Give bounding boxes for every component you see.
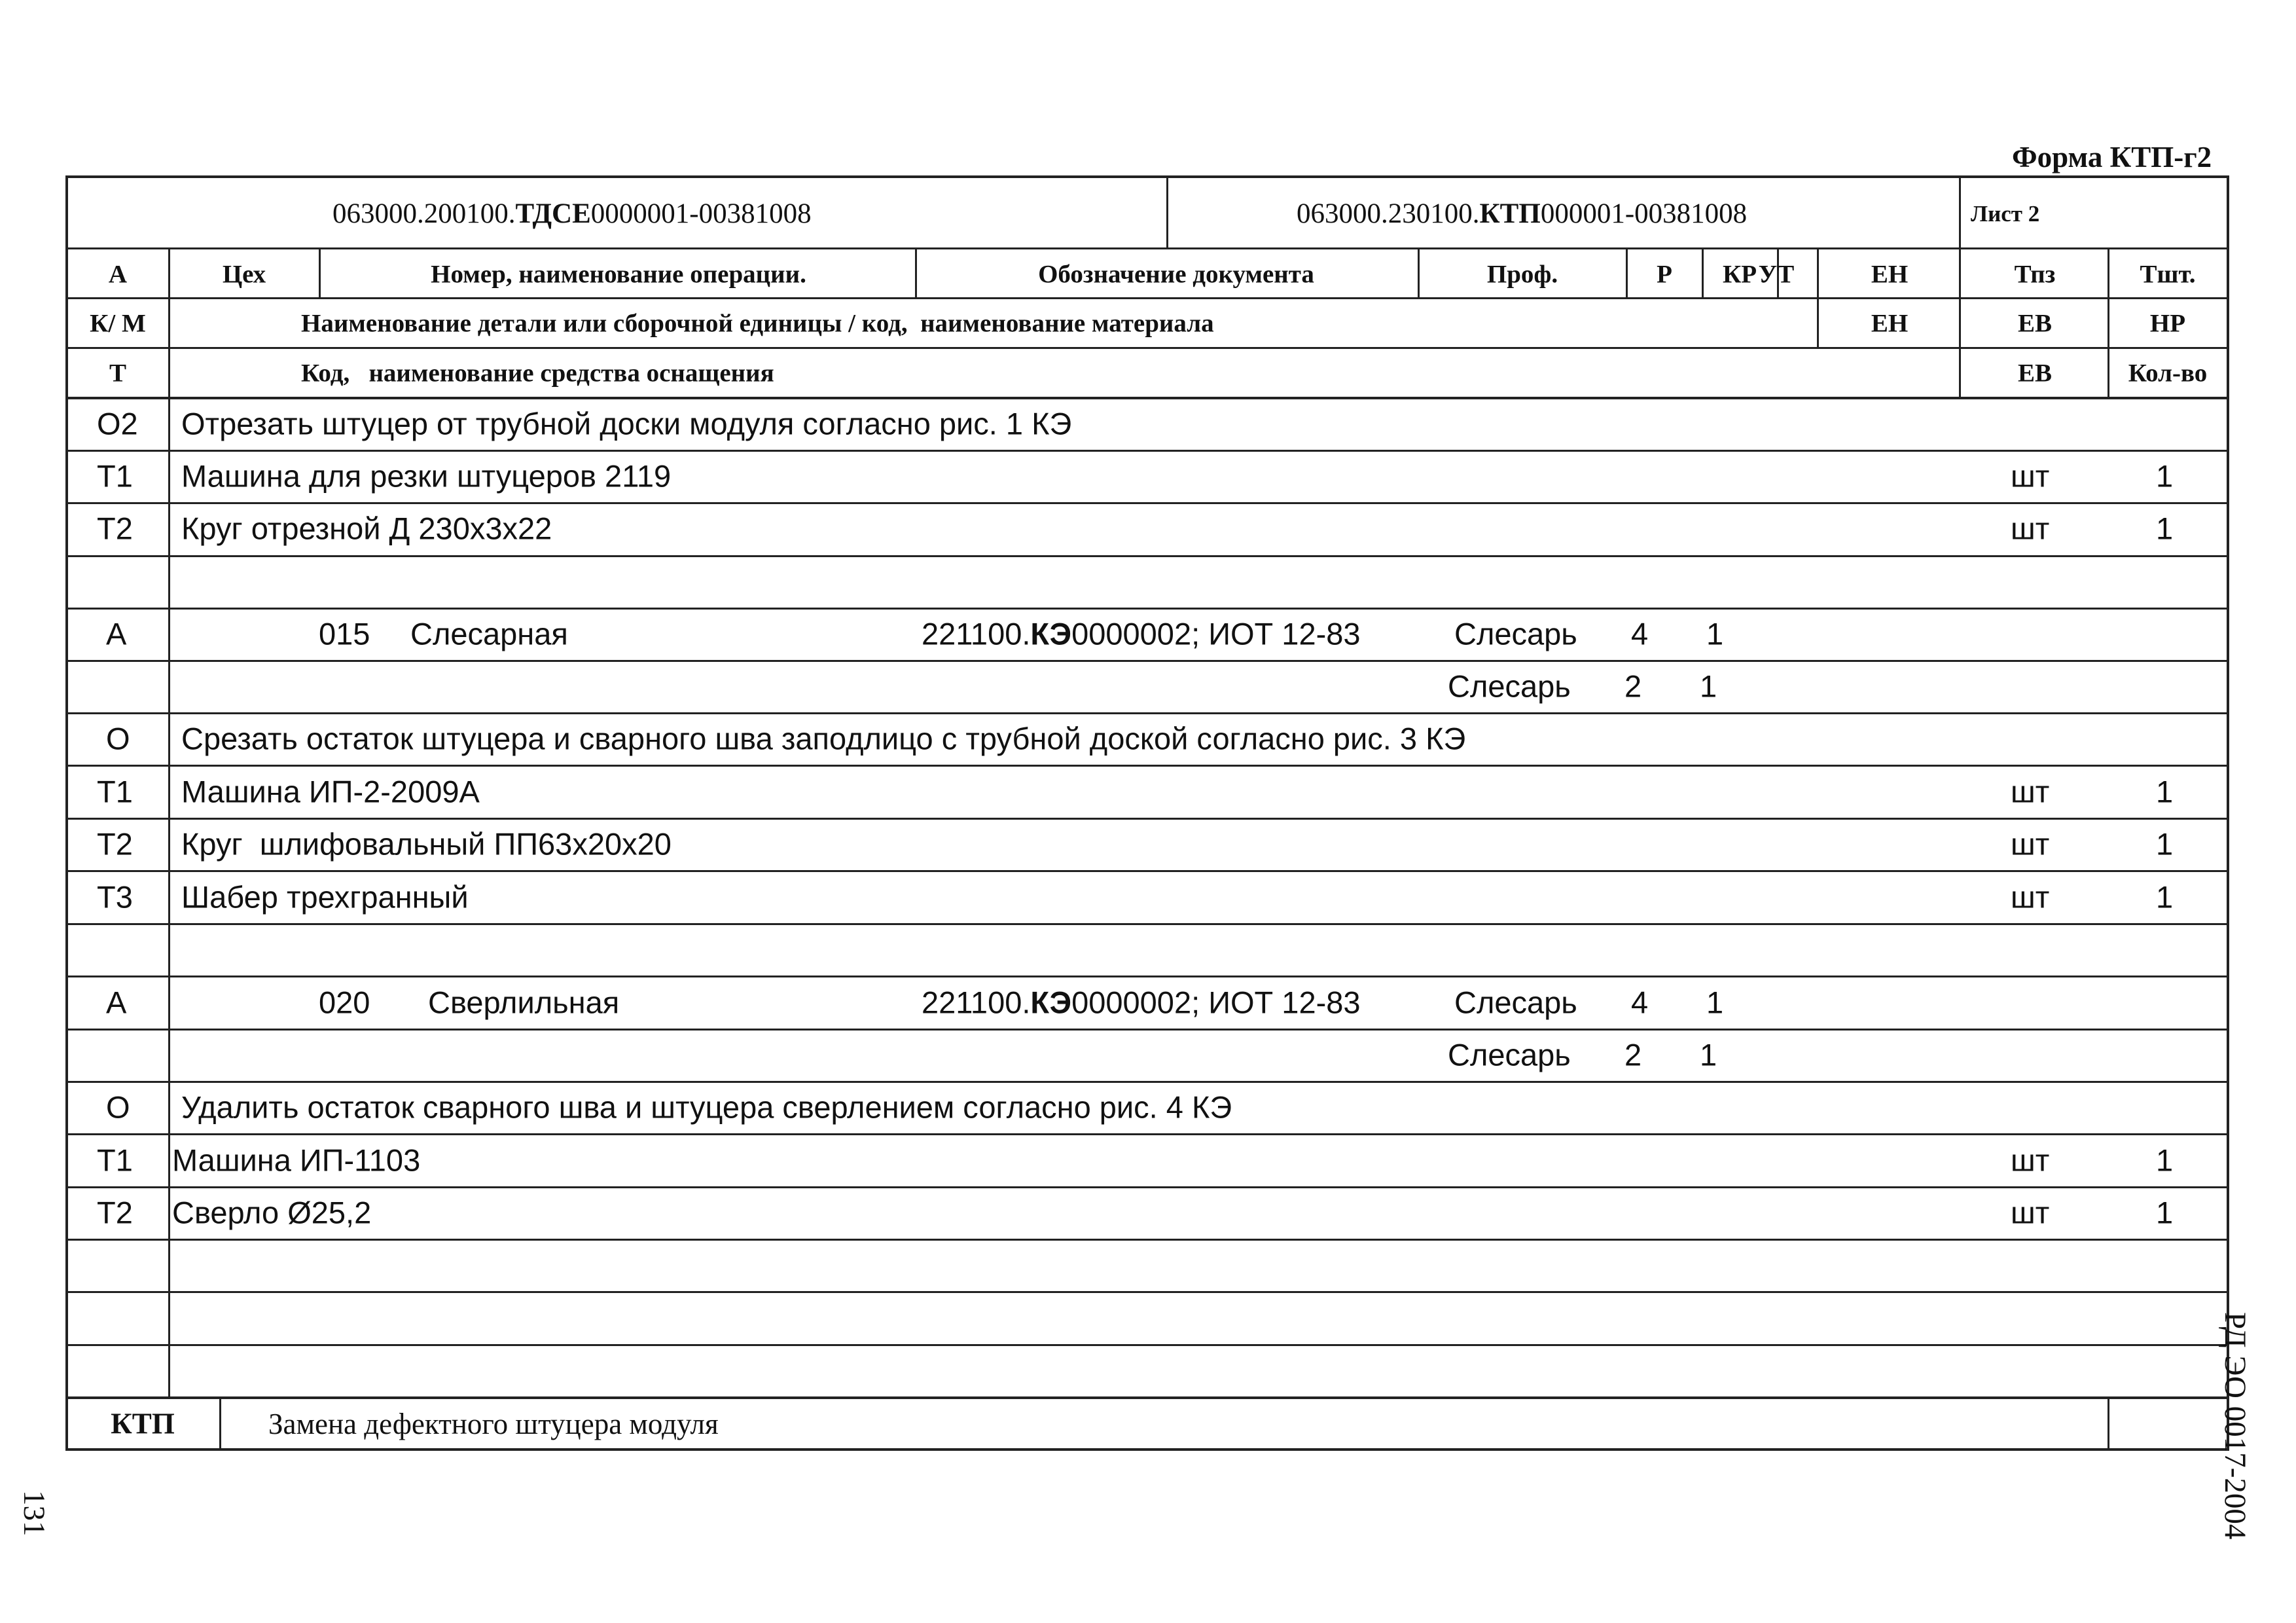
row-code: О [106, 1089, 130, 1125]
operation-name: Сверлильная [428, 985, 620, 1020]
page-number: 131 [17, 1490, 51, 1537]
row-quantity: 1 [2156, 826, 2174, 862]
header-kr: КР [1722, 260, 1757, 289]
row-code: О2 [97, 406, 138, 441]
header-en-2: ЕН [1871, 309, 1909, 338]
row-code: Т2 [97, 511, 133, 546]
row-text: Машина ИП-2-2009А [181, 774, 480, 809]
operation-number: 020 [319, 985, 370, 1020]
row-unit: шт [2011, 1142, 2050, 1178]
row-unit: шт [2011, 826, 2050, 862]
row-text: Отрезать штуцер от трубной доски модуля согласно рис. 1 КЭ [181, 406, 1072, 441]
row-text: Машина для резки штуцеров 2119 [181, 458, 672, 494]
row-quantity: 1 [2156, 879, 2174, 915]
sheet-number: Лист 2 [1971, 201, 2040, 227]
header-document: Обозначение документа [1038, 260, 1314, 289]
header-nr: НР [2149, 309, 2186, 338]
operation-document: 221100.КЭ0000002; ИОТ 12-83 [922, 985, 1361, 1020]
header-tooling: Код, наименование средства оснащения [301, 359, 774, 388]
operation-number: 015 [319, 616, 370, 651]
row-quantity: 1 [2156, 511, 2174, 546]
row-unit: шт [2011, 1195, 2050, 1230]
header-tpz: Тпз [2014, 260, 2056, 289]
row-unit: шт [2011, 511, 2050, 546]
header-r: Р [1657, 260, 1672, 289]
table-border-top [65, 175, 2229, 178]
row-quantity: 1 [2156, 1142, 2174, 1178]
row-text: Сверло Ø25,2 [172, 1195, 372, 1230]
operation-document: 221100.КЭ0000002; ИОТ 12-83 [922, 616, 1361, 651]
row-quantity: 1 [2156, 774, 2174, 809]
row-quantity: 1 [2156, 1195, 2174, 1230]
header-ut: УТ [1758, 260, 1795, 289]
operation-r: 2 [1624, 1037, 1642, 1072]
row-code: Т1 [97, 458, 133, 494]
operation-profession: Слесарь [1454, 985, 1577, 1020]
operation-r: 4 [1631, 985, 1649, 1020]
header-ev: ЕВ [2017, 309, 2053, 338]
side-document-number: РД ЭО 0017-2004 [2218, 1312, 2252, 1540]
row-code: Т2 [97, 1195, 133, 1230]
row-code: А [106, 985, 127, 1020]
header-tsht: Тшт. [2140, 260, 2196, 289]
operation-profession: Слесарь [1448, 1037, 1571, 1072]
footer-title: Замена дефектного штуцера модуля [268, 1408, 719, 1440]
table-border-right [2227, 175, 2229, 1451]
document-code-left: 063000.200100.ТДСЕ0000001-00381008 [332, 198, 812, 229]
operation-kr: 1 [1706, 985, 1724, 1020]
row-text: Удалить остаток сварного шва и штуцера сверлением согласно рис. 4 КЭ [181, 1089, 1232, 1125]
table-border-bottom [65, 1448, 2229, 1451]
header-workshop: Цех [222, 260, 266, 289]
header-t: Т [109, 359, 127, 388]
row-text: Шабер трехгранный [181, 879, 469, 915]
row-unit: шт [2011, 879, 2050, 915]
operation-r: 2 [1624, 668, 1642, 704]
header-profession: Проф. [1486, 260, 1558, 289]
header-quantity: Кол-во [2128, 359, 2208, 388]
operation-kr: 1 [1700, 668, 1717, 704]
table-border-left [65, 175, 68, 1451]
row-code: Т1 [97, 774, 133, 809]
row-code: Т2 [97, 826, 133, 862]
row-code: Т1 [97, 1142, 133, 1178]
row-text: Круг отрезной Д 230х3х22 [181, 511, 552, 546]
operation-profession: Слесарь [1448, 668, 1571, 704]
row-text: Круг шлифовальный ПП63х20х20 [181, 826, 672, 862]
row-code: А [106, 616, 127, 651]
row-code: Т3 [97, 879, 133, 915]
header-part-name: Наименование детали или сборочной единицы / код, наименование материала [301, 309, 1214, 338]
row-unit: шт [2011, 774, 2050, 809]
form-title: Форма КТП-г2 [2012, 141, 2212, 173]
header-en: ЕН [1871, 260, 1909, 289]
header-ev-2: ЕВ [2017, 359, 2053, 388]
operation-name: Слесарная [410, 616, 568, 651]
footer-code: КТП [111, 1407, 175, 1440]
operation-kr: 1 [1700, 1037, 1717, 1072]
row-text: Срезать остаток штуцера и сварного шва заподлицо с трубной доской согласно рис. 3 КЭ [181, 721, 1466, 756]
row-text: Машина ИП-1103 [172, 1142, 421, 1178]
operation-kr: 1 [1706, 616, 1724, 651]
row-unit: шт [2011, 458, 2050, 494]
operation-r: 4 [1631, 616, 1649, 651]
header-a: А [108, 260, 128, 289]
row-code: О [106, 721, 130, 756]
header-operation: Номер, наименование операции. [431, 260, 806, 289]
header-km: К/ М [90, 309, 146, 338]
row-quantity: 1 [2156, 458, 2174, 494]
document-code-right: 063000.230100.КТП000001-00381008 [1297, 198, 1748, 229]
operation-profession: Слесарь [1454, 616, 1577, 651]
